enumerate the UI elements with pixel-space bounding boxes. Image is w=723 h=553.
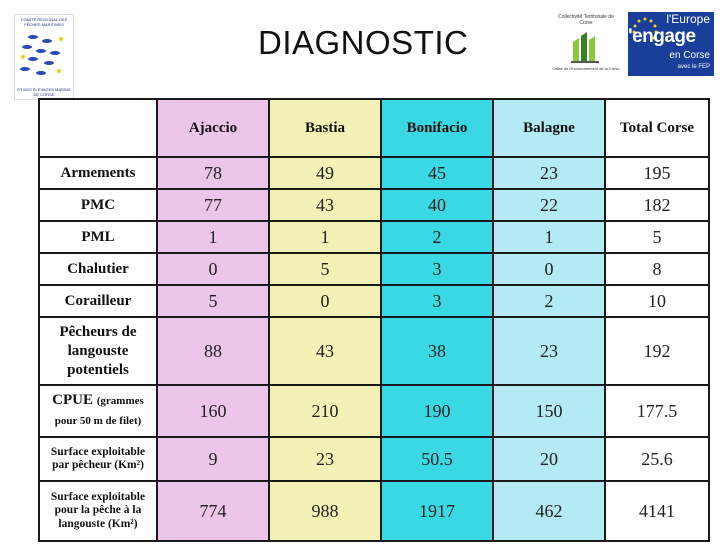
table-cell: 20	[493, 437, 605, 481]
diagnostic-table	[38, 98, 710, 542]
column-header-bastia: Bastia	[269, 99, 381, 157]
table-cell: 192	[605, 317, 709, 385]
row-label: Armements	[39, 157, 157, 189]
table-cell: 5	[157, 285, 269, 317]
table-cell: 774	[157, 481, 269, 541]
table-row	[39, 481, 709, 541]
row-label-cpue	[39, 385, 157, 437]
table-row	[39, 189, 709, 221]
table-cell: 23	[493, 157, 605, 189]
comite-regional-logo	[14, 14, 74, 100]
row-label: PMC	[39, 189, 157, 221]
table-cell: 5	[269, 253, 381, 285]
table-cell: 0	[493, 253, 605, 285]
table-cell: 40	[381, 189, 493, 221]
column-header-bonifacio: Bonifacio	[381, 99, 493, 157]
column-header-balagne: Balagne	[493, 99, 605, 157]
table-row	[39, 385, 709, 437]
table-cell: 190	[381, 385, 493, 437]
table-cell: 2	[493, 285, 605, 317]
table-cell: 150	[493, 385, 605, 437]
row-label-sub: (grammes pour 50 m de filet)	[54, 395, 144, 427]
table-cell: 49	[269, 157, 381, 189]
table-row	[39, 157, 709, 189]
row-label: Surface exploitable par pêcheur (Km²)	[39, 437, 157, 481]
table-cell: 23	[493, 317, 605, 385]
column-header-total-corse: Total Corse	[605, 99, 709, 157]
table-cell: 3	[381, 285, 493, 317]
table-cell: 2	[381, 221, 493, 253]
table-cell: 23	[269, 437, 381, 481]
table-cell: 22	[493, 189, 605, 221]
table-cell: 1917	[381, 481, 493, 541]
table-row	[39, 253, 709, 285]
table-cell: 0	[157, 253, 269, 285]
table-cell: 88	[157, 317, 269, 385]
table-cell: 8	[605, 253, 709, 285]
table-cell: 1	[493, 221, 605, 253]
table-cell: 10	[605, 285, 709, 317]
row-label: Corailleur	[39, 285, 157, 317]
table-cell: 77	[157, 189, 269, 221]
row-label: Surface exploitable pour la pêche à la langouste (Km²)	[39, 481, 157, 541]
table-cell: 988	[269, 481, 381, 541]
table-cell: 160	[157, 385, 269, 437]
column-header-ajaccio: Ajaccio	[157, 99, 269, 157]
row-label: Pêcheurs de langouste potentiels	[39, 317, 157, 385]
table-header-row	[39, 99, 709, 157]
logo-mid-top-text: Collectivité Territoriale de Corse	[558, 14, 614, 26]
table-cell: 78	[157, 157, 269, 189]
table-cell: 50.5	[381, 437, 493, 481]
europe-engage-logo	[618, 12, 714, 76]
fish-school-icon	[15, 27, 73, 83]
table-cell: 43	[269, 317, 381, 385]
table-cell: 38	[381, 317, 493, 385]
row-label: Chalutier	[39, 253, 157, 285]
building-icon	[569, 28, 603, 64]
table-cell: 3	[381, 253, 493, 285]
table-row	[39, 221, 709, 253]
eu-text-line2: s'engage	[618, 26, 696, 47]
table-cell: 462	[493, 481, 605, 541]
page-title: DIAGNOSTIC	[258, 24, 469, 61]
collectivite-territoriale-logo	[551, 14, 621, 88]
table-cell: 1	[157, 221, 269, 253]
eu-text-line3: en Corse	[669, 50, 710, 61]
eu-text-line1: l'Europe	[666, 12, 710, 26]
table-cell: 182	[605, 189, 709, 221]
table-row	[39, 437, 709, 481]
table-cell: 9	[157, 437, 269, 481]
table-row	[39, 317, 709, 385]
table-cell: 4141	[605, 481, 709, 541]
table-cell: 43	[269, 189, 381, 221]
table-cell: 45	[381, 157, 493, 189]
table-cell: 177.5	[605, 385, 709, 437]
row-label: CPUE	[52, 392, 94, 408]
logo-left-bottom-text: ET DES ÉLEVAGES MARINS DE CORSE	[17, 87, 71, 97]
eu-text-line4: avec le FEP	[677, 64, 710, 70]
row-label: PML	[39, 221, 157, 253]
table-cell: 0	[269, 285, 381, 317]
table-row	[39, 285, 709, 317]
table-cell: 195	[605, 157, 709, 189]
logo-mid-bottom-text: Office de l'Environnement de la Corse	[552, 66, 620, 71]
table-cell: 210	[269, 385, 381, 437]
table-cell: 25.6	[605, 437, 709, 481]
table-cell: 1	[269, 221, 381, 253]
table-cell: 5	[605, 221, 709, 253]
logo-left-top-text: COMITÉ RÉGIONAL DES PÊCHES MARITIMES	[20, 17, 68, 27]
header-corner-cell	[39, 99, 157, 157]
